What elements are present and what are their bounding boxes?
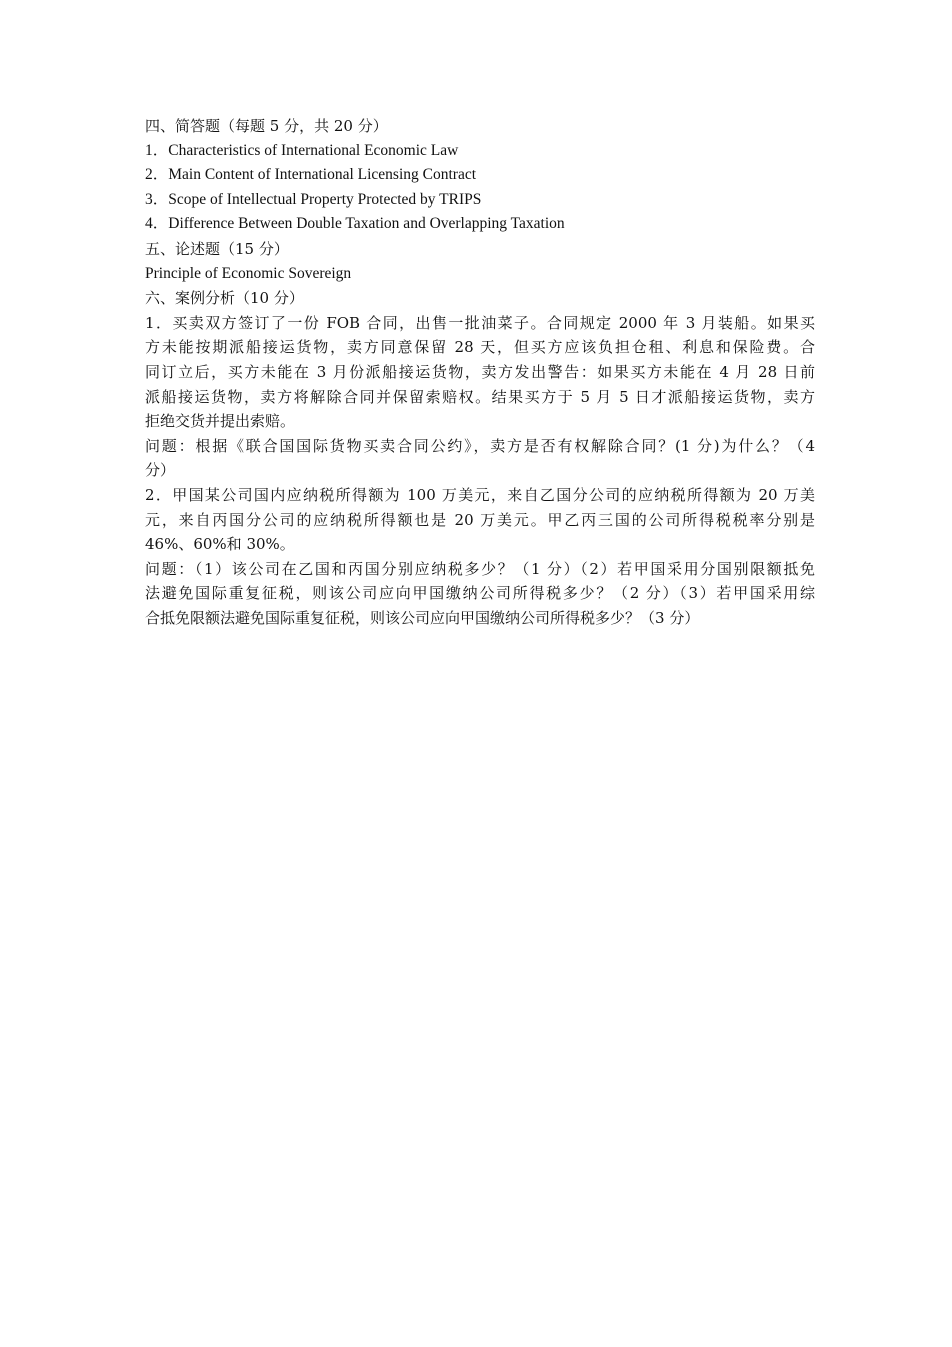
short-answer-item-1: 1．Characteristics of International Economic Law [145,141,459,159]
case2-line: 46%、60%和 30%。 [145,535,295,554]
section6-heading: 六、案例分析（10 分） [145,289,304,308]
case1-line: 1．买卖双方签订了一份 FOB 合同，出售一批油菜子。合同规定 2000 年 3 月装船。如果买 [145,313,815,332]
short-answer-item-4: 4．Difference Between Double Taxation and Overlapping Taxation [145,215,565,233]
short-answer-item-2: 2．Main Content of International Licensing Contract [145,166,477,184]
case1-line: 拒绝交货并提出索赔。 [145,412,296,431]
case2-paragraph [145,483,815,557]
case2-line: 2．甲国某公司国内应纳税所得额为 100 万美元，来自乙国分公司的应纳税所得额为 20 万美 [145,485,815,504]
case1-line: 方未能按期派船接运货物，卖方同意保留 28 天，但买方应该负担仓租、利息和保险费。合 [145,338,815,357]
essay-topic: Principle of Economic Sovereign [145,264,352,282]
short-answer-item-3: 3．Scope of Intellectual Property Protected by TRIPS [145,190,482,208]
case1-line: 同订立后，买方未能在 3 月份派船接运货物，卖方发出警告：如果买方未能在 4 月 28 日前 [145,362,815,381]
exam-page-content [145,114,815,630]
case2-question-line: 合抵免限额法避免国际重复征税，则该公司应向甲国缴纳公司所得税多少？（3 分） [145,608,700,627]
case1-question [145,434,815,483]
case1-paragraph [145,311,815,434]
case2-question-line: 法避免国际重复征税，则该公司应向甲国缴纳公司所得税多少？（2 分）（3）若甲国采用综 [145,584,815,603]
case1-question-line: 分） [145,461,176,480]
section5-heading: 五、论述题（15 分） [145,239,289,258]
section4-heading: 四、简答题（每题 5 分，共 20 分） [145,117,388,135]
case2-line: 元，来自丙国分公司的应纳税所得额也是 20 万美元。甲乙丙三国的公司所得税税率分别是 [145,510,815,529]
case2-question [145,557,815,631]
case1-line: 派船接运货物，卖方将解除合同并保留索赔权。结果买方于 5 月 5 日才派船接运货物，卖方 [145,387,815,406]
case2-question-line: 问题：（1）该公司在乙国和丙国分别应纳税多少？（1 分）（2）若甲国采用分国别限额抵免 [145,559,815,578]
case1-question-line: 问题：根据《联合国国际货物买卖合同公约》，卖方是否有权解除合同？(1 分)为什么？（4 [145,436,815,455]
